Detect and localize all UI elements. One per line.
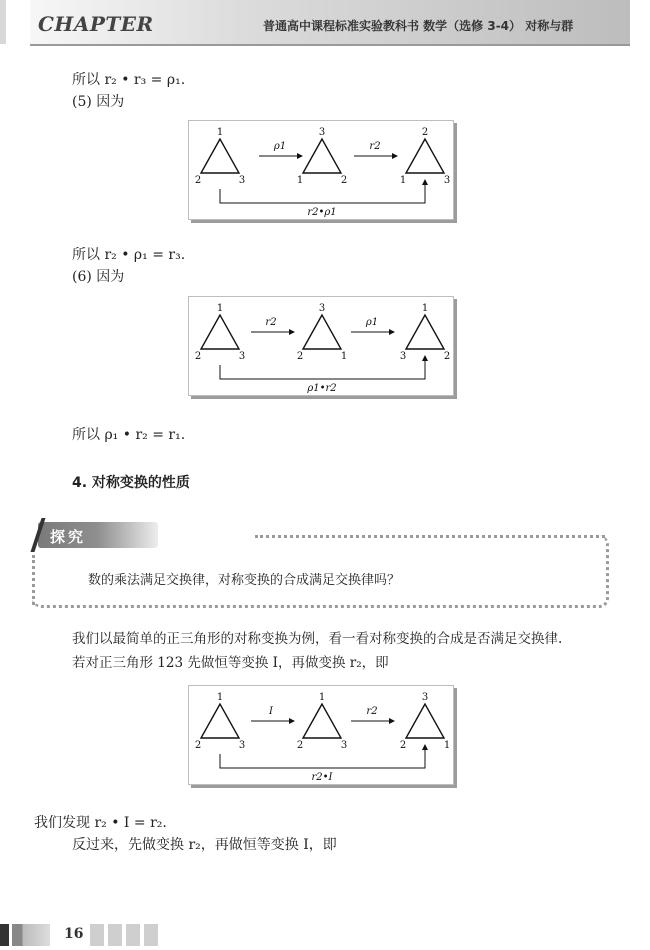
page-number: 16 [64,926,84,942]
fig1-bottom-label: r2•ρ1 [307,207,337,218]
figure-1-diagram [189,121,453,219]
fig2-bottom-label: ρ1•r2 [307,383,337,394]
fig3-t1-br: 3 [238,740,246,751]
figure-2-diagram [189,297,453,395]
explore-box-top [255,535,605,538]
fig1-t3-br: 3 [443,175,451,186]
text-line-4: (6) 因为 [72,269,125,285]
fig2-t2-bl: 2 [296,351,304,362]
fig3-t3-top: 3 [421,692,429,703]
text-line-3: 所以 r₂ • ρ₁ = r₃. [72,247,186,263]
book-title: 普通高中课程标准实验教科书 数学（选修 3-4） 对称与群 [263,19,574,33]
explore-question: 数的乘法满足交换律，对称变换的合成满足交换律吗？ [88,573,401,588]
section-heading: 4. 对称变换的性质 [72,475,190,491]
fig3-bottom-label: r2•I [311,772,333,783]
fig1-t3-top: 2 [421,127,429,138]
text-line-2: (5) 因为 [72,94,125,110]
fig3-t2-top: 1 [318,692,326,703]
figure-3-diagram [189,686,453,784]
figure-2 [188,296,454,396]
fig2-t1-top: 1 [216,303,224,314]
text-line-7: 反过来，先做变换 r₂，再做恒等变换 I，即 [72,837,337,853]
footer-bar-left [0,924,50,946]
fig2-t3-top: 1 [421,303,429,314]
chapter-label: CHAPTER [38,12,154,36]
fig1-t1-bl: 2 [194,175,202,186]
fig1-arrow1-label: ρ1 [273,141,287,152]
fig1-t1-top: 1 [216,127,224,138]
text-line-1: 所以 r₂ • r₃ = ρ₁. [72,72,186,88]
fig2-arrow2-label: ρ1 [365,317,379,328]
fig1-t2-br: 2 [340,175,348,186]
fig1-arrow2-label: r2 [369,141,381,152]
fig3-t1-top: 1 [216,692,224,703]
text-line-6: 我们发现 r₂ • I = r₂. [34,815,167,831]
fig3-t3-bl: 2 [399,740,407,751]
fig3-t2-bl: 2 [296,740,304,751]
fig2-arrow1-label: r2 [265,317,277,328]
fig1-t1-br: 3 [238,175,246,186]
fig1-t3-bl: 1 [399,175,407,186]
explore-box-left [32,555,35,605]
fig1-t2-top: 3 [318,127,326,138]
fig3-arrow1-label: I [269,706,273,717]
paragraph-2: 若对正三角形 123 先做恒等变换 I，再做变换 r₂，即 [72,655,389,671]
fig1-t2-bl: 1 [296,175,304,186]
fig2-t2-top: 3 [318,303,326,314]
explore-label: 探究 [50,528,87,546]
header-left-bar [0,0,6,44]
figure-1 [188,120,454,220]
fig2-t3-br: 2 [443,351,451,362]
paragraph-1: 我们以最简单的正三角形的对称变换为例，看一看对称变换的合成是否满足交换律. [72,631,563,647]
fig2-t1-bl: 2 [194,351,202,362]
figure-3 [188,685,454,785]
fig2-t1-br: 3 [238,351,246,362]
fig3-t1-bl: 2 [194,740,202,751]
fig3-arrow2-label: r2 [366,706,378,717]
footer-bar-right [90,924,160,946]
fig3-t3-br: 1 [443,740,451,751]
page-header [30,0,630,46]
fig2-t3-bl: 3 [399,351,407,362]
text-line-5: 所以 ρ₁ • r₂ = r₁. [72,427,186,443]
fig2-t2-br: 1 [340,351,348,362]
fig3-t2-br: 3 [340,740,348,751]
